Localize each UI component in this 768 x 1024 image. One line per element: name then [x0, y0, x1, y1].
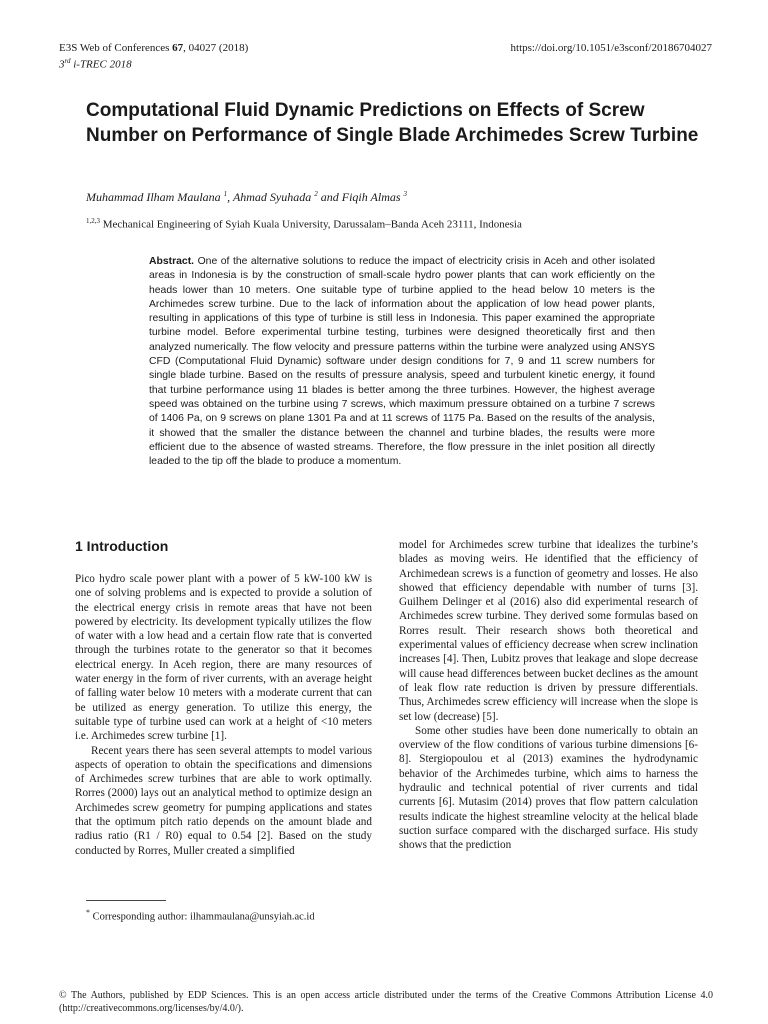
abstract	[149, 255, 655, 469]
abstract-text: One of the alternative solutions to reduce the impact of electricity crisis in Aceh and other isolated areas in Indonesia is by the construction of small-scale hydro power plants that can work efficiently on the heads lower than 10 meters. One suitable type of turbine applied to the head below 10 meters is the Archimedes screw turbine. Due to the lack of information about the application of low head power plants, resulting in applications of this type of turbine is still less in Indonesia. This paper examined the appropriate turbine model. Before experimental turbine testing, turbines were designed theoretically first and then analyzed numerically. The flow velocity and pressure patterns within the turbine were analyzed using ANSYS CFD (Computational Fluid Dynamic) software under design conditions for 7, 9 and 11 screw numbers for single blade turbine. Based on the results of pressure analysis, speed and turbulent kinetic energy, it found that turbine performance using 11 blades is better among the three turbines. However, the highest average speed was obtained on the turbine using 7 screws, which maximum pressure obtained on a turbine 7 screws of 1406 Pa, on 9 screws on plane 1301 Pa and at 11 screws of 1175 Pa. Based on the results of the analysis, it showed that the smaller the distance between the channel and turbine blades, the results were more efficient due to the absence of wasted streams. Therefore, the flow pressure in the inlet position all directly leaded to the tip off the blade to produce a momentum.	[149, 256, 655, 468]
license-notice: © The Authors, published by EDP Sciences. This is an open access article distributed under the terms of the Creative Commons Attribution License 4.0 (http://creativecommons.org/licenses/by/4.0/).	[59, 990, 713, 1014]
running-header-left	[59, 42, 248, 72]
body-column-right	[399, 538, 698, 853]
affiliation: $^{1,2,3}$ Mechanical Engineering of Syiah Kuala University, Darussalam–Banda Aceh 23111, Indonesia	[86, 217, 522, 231]
author-list: Muhammad Ilham Maulana $^1$, Ahmad Syuhada $^2$ and Fiqih Almas $^3$	[86, 190, 408, 204]
journal-citation: E3S Web of Conferences 67, 04027 (2018)	[59, 42, 249, 54]
body-paragraph-cont: model for Archimedes screw turbine that idealizes the turbine’s blades as moving weirs. He identified that the efficiency of Archimedean screws is a function of geometry and losses. He also showed that efficiency dependable with number of turns [3]. Guilhem Delinger et al (2016) also did experimental research of Archimedes screw turbine. They derived some formulas based on Rorres result. Their research shows both theoretical and experimental values of efficiency decrease when screw inclination increases [4]. Then, Lubitz proves that leakage and slope decrease will cause head differences between bucket declines as the amount of leak flow rate reduction is driven by pressure differentials. Thus, Archimedes screw efficiency will increase when the slope is set low (decrease) [5].	[399, 539, 698, 723]
footnote: * Corresponding author: ilhammaulana@unsyiah.ac.id	[86, 908, 315, 923]
doi-link[interactable]: https://doi.org/10.1051/e3sconf/20186704027	[510, 42, 712, 54]
paper-title: Computational Fluid Dynamic Predictions on Effects of Screw Number on Performance of Single Blade Archimedes Screw Turbine	[86, 100, 699, 146]
footnote-rule	[86, 900, 166, 901]
abstract-label: Abstract.	[149, 256, 195, 267]
body-paragraph-part: Recent years there has seen several attempts to model various aspects of operation to obtain the specifications and dimensions of Archimedes screw turbines that are able to work optimally. Rorres (2000) lays out an analytical method to optimize design an Archimedes screw geometry for pumping applications and states that the optimum pitch ratio depends on the amount blade and radius ratio (R1 / R0) equal to 0.54 [2]. Based on the study conducted by Rorres, Muller created a simplified	[75, 744, 372, 857]
body-paragraph: Some other studies have been done numerically to obtain an overview of the flow conditions of various turbine dimensions [6-8]. Stergiopoulou et al (2013) examines the hydrodynamic behavior of the Archimedes turbine, which aims to harness the hydraulic and technical potential of river currents and tidal currents [6]. Mutasim (2014) proves that flow pattern calculation results indicate the highest streamline velocity at the helical blade suction surface compared with the discharged surface. His study shows that the prediction	[399, 724, 698, 852]
conference-name: 3rd i-TREC 2018	[59, 57, 132, 71]
body-column-left	[75, 572, 372, 858]
journal-volume: 67	[172, 42, 184, 54]
body-paragraph: Pico hydro scale power plant with a power of 5 kW-100 kW is one of solving problems and is expected to provide a solution of the electrical energy crisis in remote areas that have not been powered by electricity. Its development typically utilizes the flow of water with a low head and a certain flow rate that is converted through the turbines rotate to the generator so that it becomes electrical energy. In Aceh region, there are many resources of water energy in the form of river currents, with an average height of falling water below 10 meters with a moderate current that can be utilized as energy generation. To utilize this energy, the suitable type of turbine used can work at a height of <10 meters i.e. Archimedes screw turbine [1].	[75, 573, 372, 743]
section-heading: 1 Introduction	[75, 538, 169, 554]
